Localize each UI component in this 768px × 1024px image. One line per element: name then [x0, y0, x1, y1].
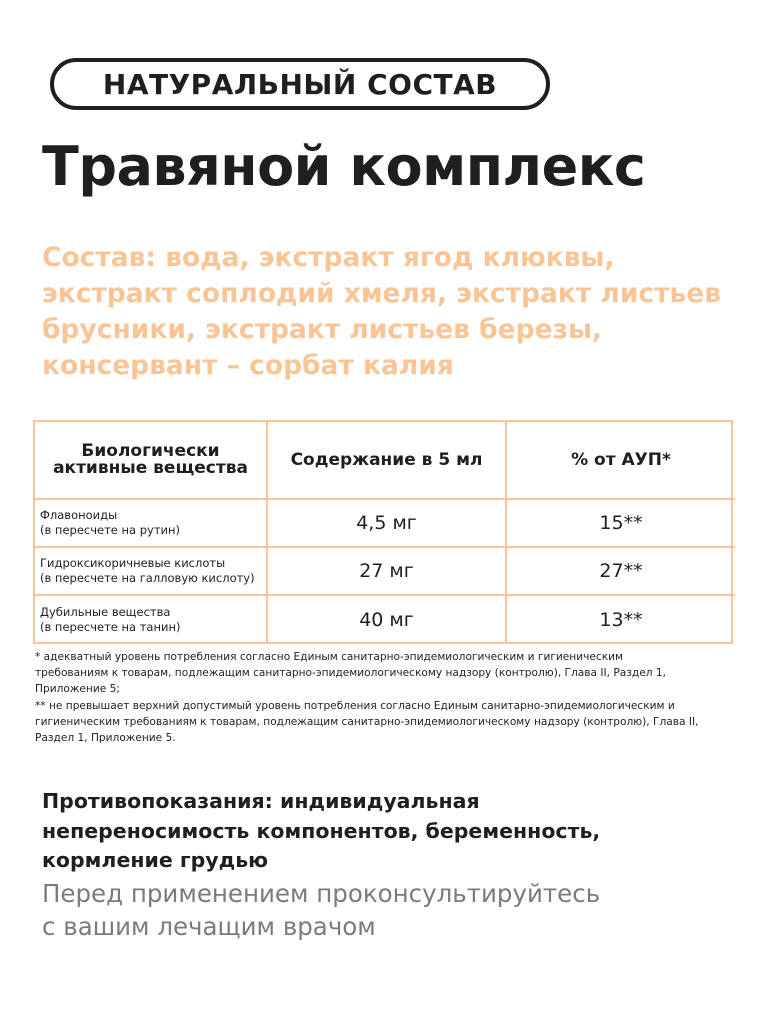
table-row [35, 547, 735, 595]
header-substances: Биологически активные вещества [35, 422, 267, 499]
contraindications-line: кормление грудью [42, 848, 269, 872]
nutrient-table [33, 420, 733, 644]
composition-text [42, 240, 742, 384]
substance-amount: 40 мг [267, 595, 506, 643]
footnote-line: требованиям к товарам, подлежащим санитарно-эпидемиологическому надзору (контролю), Глава II, Раздел 1, [35, 667, 666, 680]
table-row [35, 595, 735, 643]
footnote-line: * адекватный уровень потребления согласно Единым санитарно-эпидемиологическим и гигиеническим [35, 651, 623, 663]
substance-amount: 4,5 мг [267, 499, 506, 547]
composition-line: экстракт соплодий хмеля, экстракт листьев [42, 278, 721, 309]
substance-percent: 27** [506, 547, 735, 595]
table-header-row [35, 422, 735, 499]
substance-name: Гидроксикоричневые кислоты (в пересчете на галловую кислоту) [35, 547, 267, 595]
composition-line: Состав: вода, экстракт ягод клюквы, [42, 242, 615, 273]
footnotes [35, 649, 740, 746]
contraindications [42, 787, 742, 876]
consult-line: Перед применением проконсультируйтесь [42, 879, 601, 908]
consult-line: с вашим лечащим врачом [42, 912, 376, 941]
footnote-line: Приложение 5; [35, 683, 120, 696]
substance-amount: 27 мг [267, 547, 506, 595]
table-row [35, 499, 735, 547]
page-title: Травяной комплекс [42, 135, 646, 198]
contraindications-line: Противопоказания: индивидуальная [42, 789, 480, 813]
footnote-line: ** не превышает верхний допустимый уровень потребления согласно Единым санитарно-эпидемиологическим и [35, 699, 675, 712]
substance-name: Флавоноиды (в пересчете на рутин) [35, 499, 267, 547]
substance-percent: 13** [506, 595, 735, 643]
substance-percent: 15** [506, 499, 735, 547]
header-percent: % от АУП* [506, 422, 735, 499]
header-content: Содержание в 5 мл [267, 422, 506, 499]
contraindications-line: непереносимость компонентов, беременность, [42, 818, 601, 843]
composition-line: брусники, экстракт листьев березы, [42, 314, 602, 345]
category-badge [50, 58, 550, 110]
badge-label: НАТУРАЛЬНЫЙ СОСТАВ [102, 67, 498, 101]
consult-note [42, 877, 742, 943]
footnote-line: Раздел 1, Приложение 5. [35, 732, 176, 745]
substance-name: Дубильные вещества (в пересчете на танин) [35, 595, 267, 643]
footnote-line: гигиеническим требованиям к товарам, подлежащим санитарно-эпидемиологическому надзору (контролю), Глава II, [35, 715, 699, 728]
composition-line: консервант – сорбат калия [42, 350, 454, 381]
